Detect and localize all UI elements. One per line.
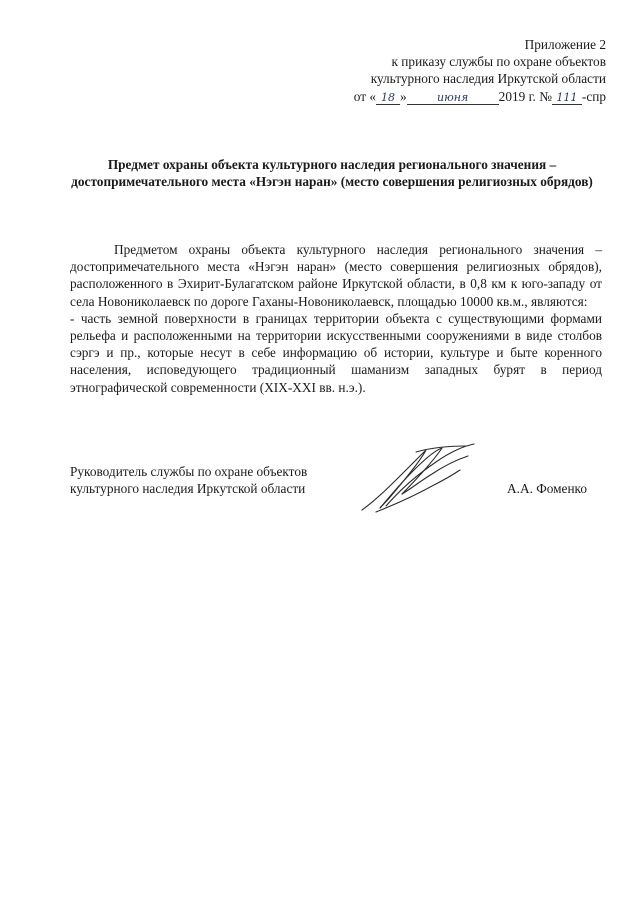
document-body (70, 241, 602, 396)
order-date-number-line (354, 88, 606, 105)
authority-line: культурного наследия Иркутской области (370, 71, 606, 87)
signatory-position-line-2: культурного наследия Иркутской области (70, 481, 306, 497)
body-paragraph-1: Предметом охраны объекта культурного наследия регионального значения – достопримечательного места «Нэгэн наран» (место совершения религиозных обрядов), расположенного в Эхирит-Булагатском районе Иркутской области, в 0,8 км к юго-западу от села Новониколаевск по дороге Гаханы-Новониколаевск, площадью 10000 кв.м., являются: (70, 242, 602, 309)
order-reference-line: к приказу службы по охране объектов (391, 54, 606, 70)
signatory-position (70, 463, 307, 497)
signatory-name: А.А. Фоменко (507, 481, 587, 496)
order-suffix: -спр (581, 88, 606, 104)
order-year: 2019 г. № (498, 88, 552, 104)
appendix-number: Приложение 2 (524, 37, 606, 52)
order-number-handwritten: 111 (552, 92, 582, 105)
document-title: Предмет охраны объекта культурного наследия регионального значения – достопримечательного места «Нэгэн наран» (место совершения религиозных обрядов) (71, 157, 593, 190)
signatory-position-line-1: Руководитель службы по охране объектов (70, 464, 308, 479)
order-prefix: от « (353, 88, 377, 104)
appendix-header (354, 36, 606, 105)
body-paragraph-2: - часть земной поверхности в границах территории объекта с существующими формами рельефа и расположенными на территории искусственными сооружениями в виде столбов сэргэ и пр., которые несут в себе информацию об истории, культуре и быте коренного населения, исповедующего традиционный шаманизм западных бурят в период этнографической современности (XIX-XXI вв. н.э.). (70, 310, 602, 395)
order-quote-close: » (400, 88, 407, 104)
handwritten-signature (356, 440, 482, 516)
order-day-handwritten: 18 (376, 92, 400, 105)
order-month-handwritten: июня (407, 92, 499, 105)
